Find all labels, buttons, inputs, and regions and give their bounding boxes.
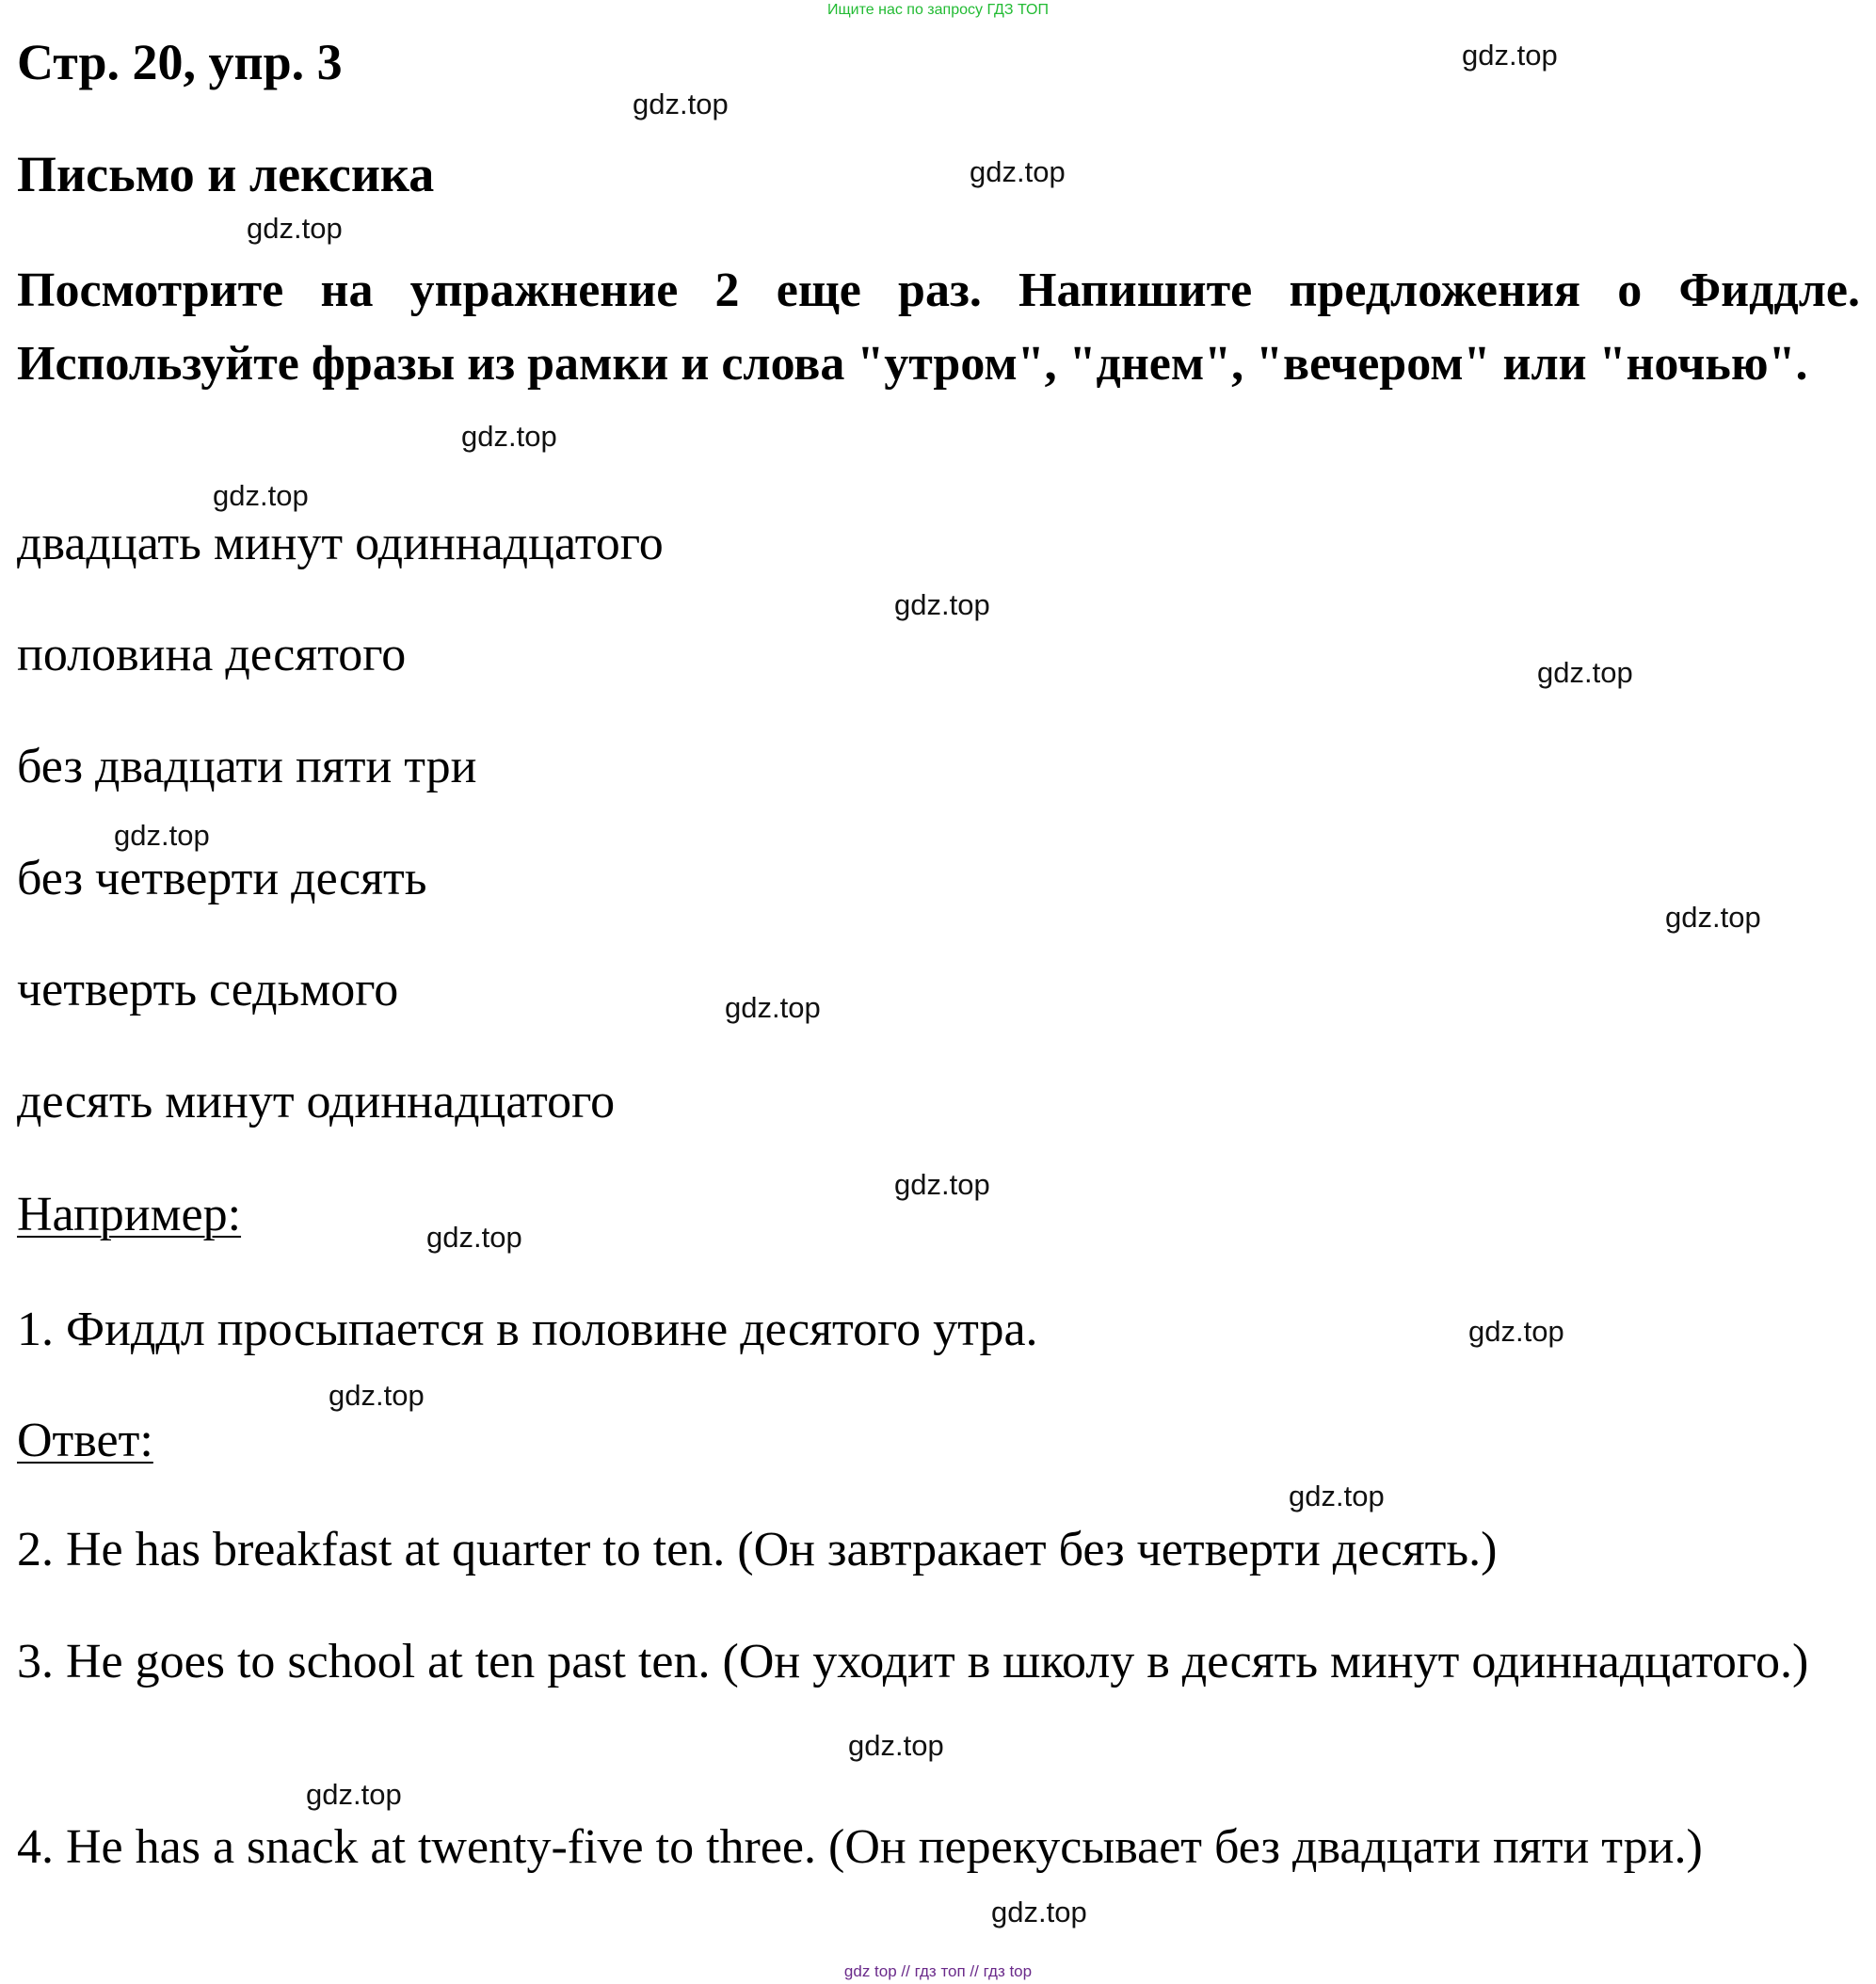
- phrase-item: половина десятого: [17, 628, 407, 681]
- phrase-item: двадцать минут одиннадцатого: [17, 517, 664, 570]
- task-instructions: Посмотрите на упражнение 2 еще раз. Напишите предложения о Фиддле. Используйте фразы из рамки и слова "утром", "днем", "вечером" или "ночью".: [17, 264, 1860, 391]
- section-title: Письмо и лексика: [17, 146, 435, 202]
- watermark: gdz.top: [991, 1896, 1087, 1928]
- phrase-item: без двадцати пяти три: [17, 740, 477, 793]
- watermark: gdz.top: [848, 1729, 944, 1762]
- watermark: gdz.top: [306, 1778, 402, 1811]
- watermark: gdz.top: [894, 588, 990, 621]
- watermark: gdz.top: [1289, 1480, 1385, 1512]
- watermark: gdz.top: [1665, 901, 1761, 934]
- answer-item: 2. He has breakfast at quarter to ten. (Он завтракает без четверти десять.): [17, 1523, 1498, 1576]
- phrase-item: без четверти десять: [17, 852, 427, 905]
- example-text: 1. Фиддл просыпается в половине десятого утра.: [17, 1303, 1038, 1356]
- watermark: gdz.top: [213, 479, 309, 512]
- answer-item: 4. He has a snack at twenty-five to three. (Он перекусывает без двадцати пяти три.): [17, 1820, 1703, 1874]
- example-label: Например:: [17, 1188, 242, 1241]
- phrase-item: четверть седьмого: [17, 963, 399, 1016]
- watermark: gdz.top: [329, 1379, 425, 1412]
- watermark: gdz.top: [725, 991, 821, 1024]
- page-title: Стр. 20, упр. 3: [17, 34, 343, 90]
- watermark: gdz.top: [970, 155, 1066, 188]
- watermark: gdz.top: [1537, 656, 1633, 689]
- watermark: gdz.top: [1468, 1315, 1564, 1348]
- top-banner: Ищите нас по запросу ГДЗ ТОП: [827, 2, 1049, 18]
- bottom-banner: gdz top // гдз топ // гдз top: [843, 1962, 1033, 1980]
- answer-label: Ответ:: [17, 1414, 153, 1467]
- watermark: gdz.top: [426, 1221, 522, 1254]
- watermark: gdz.top: [633, 88, 729, 120]
- phrase-item: десять минут одиннадцатого: [17, 1075, 616, 1128]
- watermark: gdz.top: [1462, 39, 1558, 72]
- watermark: gdz.top: [247, 212, 343, 245]
- watermark: gdz.top: [461, 420, 557, 453]
- watermark: gdz.top: [114, 819, 210, 852]
- watermark: gdz.top: [894, 1168, 990, 1201]
- answer-item: 3. He goes to school at ten past ten. (Он уходит в школу в десять минут одиннадцатого.): [17, 1635, 1809, 1688]
